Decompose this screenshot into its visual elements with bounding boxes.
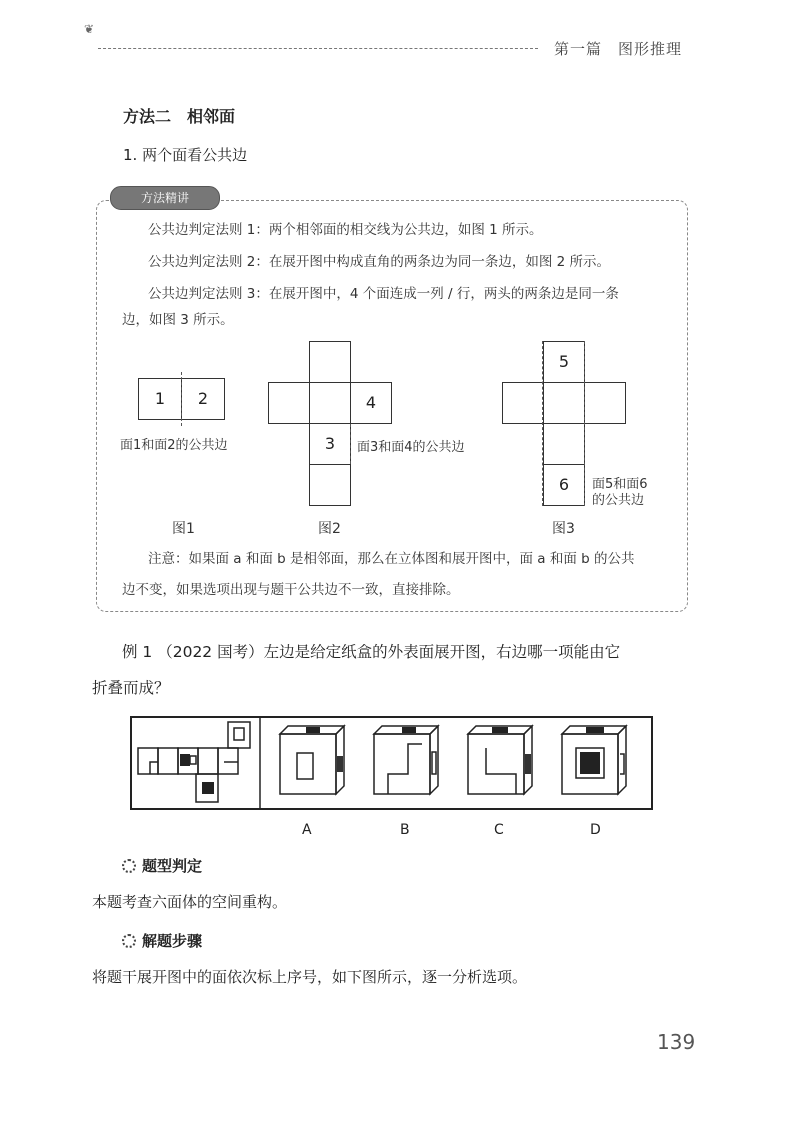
gear-icon [122,934,136,948]
fig2-face-top [309,341,351,383]
fig3-face-below [543,423,585,465]
fig2-label: 图2 [318,521,341,537]
common-edge-marker [542,341,543,506]
fig2-face-center [309,382,351,424]
fig2-face-left [268,382,310,424]
page-number: 139 [657,1030,696,1054]
fig1-label: 图1 [172,521,195,537]
face-3: 3 [309,423,351,465]
method-badge: 方法精讲 [110,186,220,210]
face-6: 6 [543,464,585,506]
face-5: 5 [543,341,585,383]
face-4: 4 [350,382,392,424]
option-a-label: A [302,822,312,838]
steps-heading [122,930,202,951]
note-line2: 边不变，如果选项出现与题干公共边不一致，直接排除。 [122,582,460,598]
option-c-label: C [494,822,504,838]
steps-heading-label: 解题步骤 [142,932,203,950]
header-divider [98,48,538,49]
rule-1: 公共边判定法则 1：两个相邻面的相交线为公共边，如图 1 所示。 [148,222,543,238]
chapter-header: 第一篇 图形推理 [554,40,683,58]
common-edge-marker [584,341,585,506]
rule-3-line1: 公共边判定法则 3：在展开图中，4 个面连成一列 / 行，两头的两条边是同一条 [148,286,619,302]
rule-3-line2: 边，如图 3 所示。 [122,312,234,328]
type-text: 本题考查六面体的空间重构。 [92,893,288,911]
option-d-label: D [590,822,601,838]
face-2: 2 [181,378,225,420]
type-heading-label: 题型判定 [142,857,203,875]
common-edge-marker [181,372,182,426]
rule-2: 公共边判定法则 2：在展开图中构成直角的两条边为同一条边，如图 2 所示。 [148,254,611,270]
common-edge-marker [350,424,351,464]
question-figure-drawing [132,718,651,808]
example-line2: 折叠而成？ [92,679,170,697]
option-b-label: B [400,822,410,838]
question-figure [130,716,653,810]
fig2-caption: 面3和面4的公共边 [357,440,465,455]
fig3-face-right [584,382,626,424]
section-title: 方法二 相邻面 [123,107,236,126]
face-1: 1 [138,378,182,420]
fig3-label: 图3 [552,521,575,537]
gear-icon [122,859,136,873]
subsection-title: 1. 两个面看公共边 [123,146,248,164]
header-logo-icon: ❦ [84,22,95,36]
type-heading [122,855,202,876]
fig3-face-center [543,382,585,424]
note-line1: 注意：如果面 a 和面 b 是相邻面，那么在立体图和展开图中，面 a 和面 b 的公共 [148,551,635,567]
example-line1: 例 1 （2022 国考）左边是给定纸盒的外表面展开图，右边哪一项能由它 [122,643,621,661]
fig2-face-bottom [309,464,351,506]
fig3-caption-line2: 的公共边 [592,493,645,508]
fig3-face-left [502,382,544,424]
fig3-caption-line1: 面5和面6 [592,477,648,492]
steps-text: 将题干展开图中的面依次标上序号，如下图所示，逐一分析选项。 [92,968,528,986]
fig1-caption: 面1和面2的公共边 [120,438,228,453]
